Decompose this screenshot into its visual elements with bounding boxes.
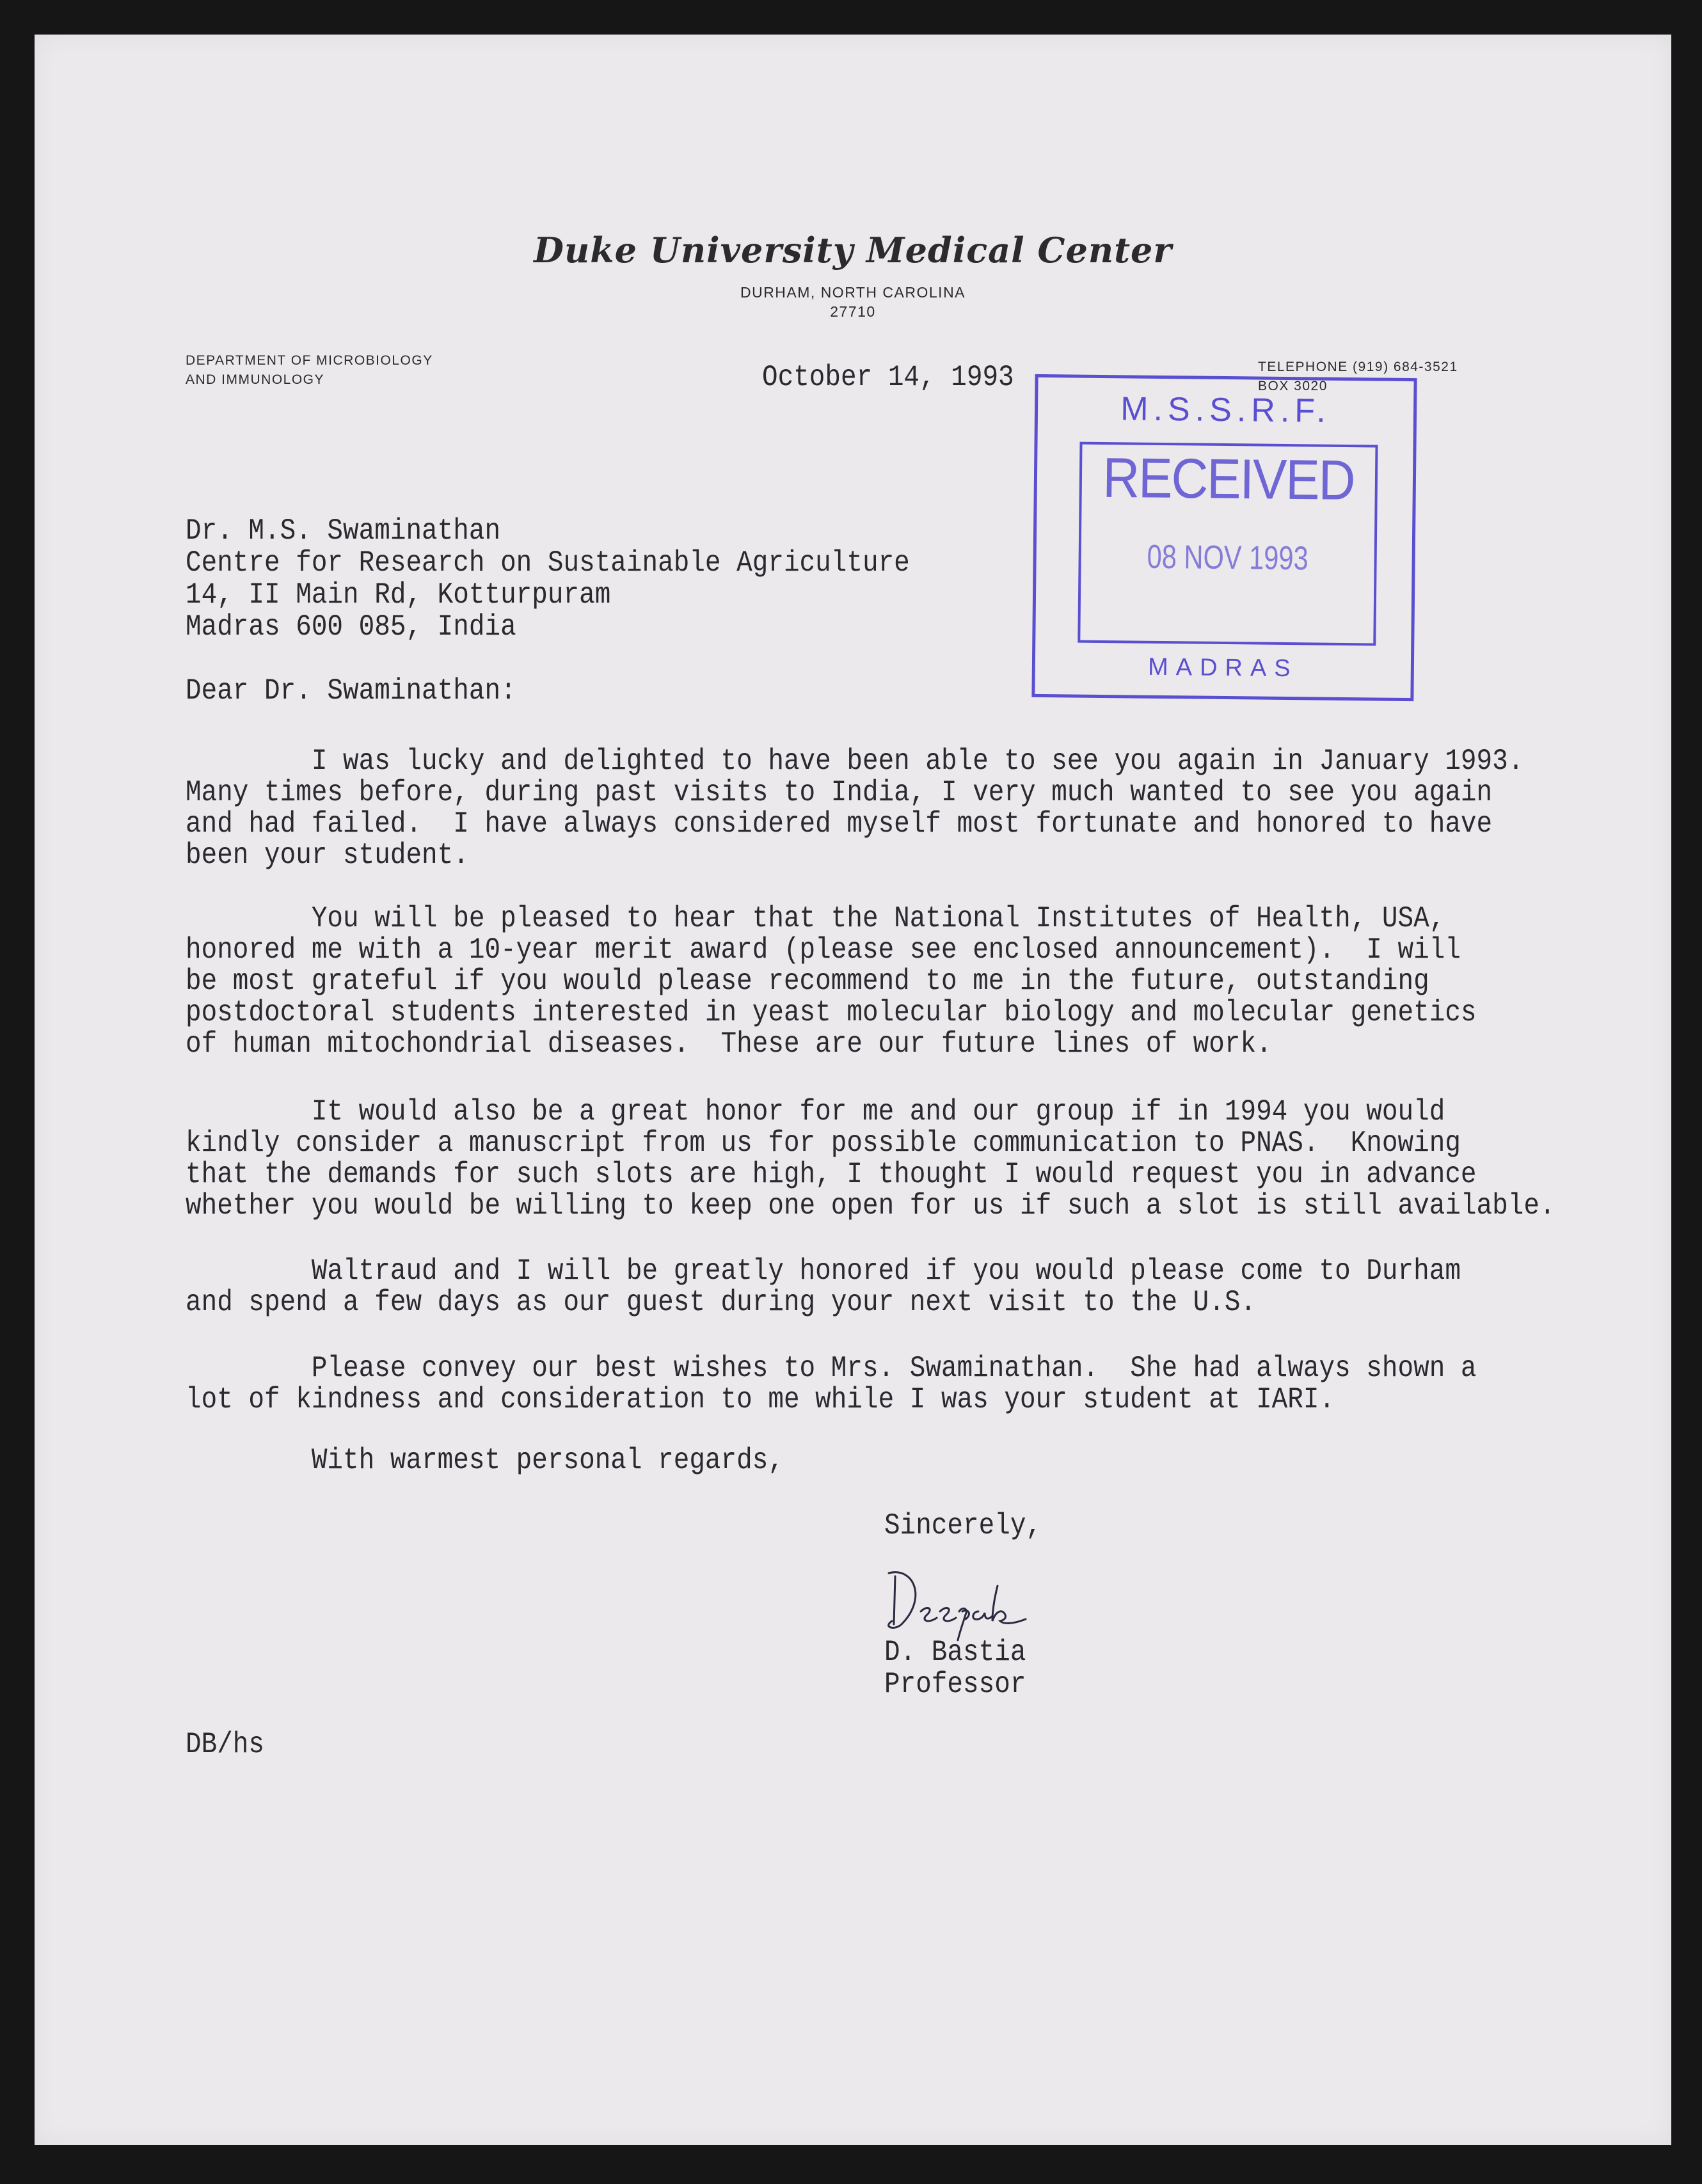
stamp-org: M.S.S.R.F. bbox=[1120, 390, 1332, 430]
paragraph-6: With warmest personal regards, bbox=[186, 1444, 784, 1478]
body-line: that the demands for such slots are high, I thought I would request you in advance bbox=[186, 1159, 1477, 1192]
typist-initials: DB/hs bbox=[186, 1729, 265, 1762]
body-line: whether you would be willing to keep one open for us if such a slot is still available. bbox=[186, 1190, 1555, 1223]
body-line: and spend a few days as our guest during your next visit to the U.S. bbox=[186, 1286, 1257, 1320]
department-line-2: AND IMMUNOLOGY bbox=[186, 372, 325, 387]
body-line: Waltraud and I will be greatly honored if you would please come to Durham bbox=[186, 1255, 1461, 1288]
box-number: BOX 3020 bbox=[1258, 379, 1328, 393]
letterhead-city: DURHAM, NORTH CAROLINA bbox=[740, 284, 966, 301]
stamp-status: RECEIVED bbox=[1102, 446, 1355, 512]
closing: Sincerely, bbox=[884, 1510, 1042, 1543]
body-line: of human mitochondrial diseases. These are our future lines of work. bbox=[186, 1028, 1272, 1061]
address-line: 14, II Main Rd, Kotturpuram bbox=[186, 579, 611, 612]
letterhead-institution: Duke University Medical Center bbox=[534, 230, 1172, 271]
letter-date: October 14, 1993 bbox=[762, 361, 1014, 395]
address-line: Centre for Research on Sustainable Agriculture bbox=[186, 547, 910, 580]
letterhead-zip: 27710 bbox=[830, 303, 876, 320]
signer-title: Professor bbox=[884, 1668, 1026, 1702]
stamp-city: MADRAS bbox=[1147, 653, 1298, 683]
telephone: TELEPHONE (919) 684-3521 bbox=[1258, 360, 1458, 374]
body-line: honored me with a 10-year merit award (please see enclosed announcement). I will bbox=[186, 934, 1461, 967]
body-line: kindly consider a manuscript from us for possible communication to PNAS. Knowing bbox=[186, 1127, 1461, 1160]
body-line: I was lucky and delighted to have been able to see you again in January 1993. bbox=[186, 745, 1524, 779]
body-line: You will be pleased to hear that the National Institutes of Health, USA, bbox=[186, 903, 1445, 936]
body-line: postdoctoral students interested in yeast molecular biology and molecular genetics bbox=[186, 997, 1477, 1030]
received-stamp bbox=[1031, 374, 1417, 701]
signature bbox=[876, 1560, 1132, 1643]
address-line: Dr. M.S. Swaminathan bbox=[186, 515, 501, 548]
body-line: It would also be a great honor for me and our group if in 1994 you would bbox=[186, 1096, 1445, 1129]
body-line: and had failed. I have always considered myself most fortunate and honored to have bbox=[186, 808, 1493, 841]
body-line: been your student. bbox=[186, 839, 469, 873]
address-line: Madras 600 085, India bbox=[186, 611, 516, 644]
signer-name: D. Bastia bbox=[884, 1636, 1026, 1670]
body-line: be most grateful if you would please recommend to me in the future, outstanding bbox=[186, 965, 1429, 999]
body-line: lot of kindness and consideration to me while I was your student at IARI. bbox=[186, 1384, 1335, 1417]
letter-page bbox=[35, 35, 1671, 2145]
body-line: Many times before, during past visits to India, I very much wanted to see you again bbox=[186, 777, 1493, 810]
salutation: Dear Dr. Swaminathan: bbox=[186, 675, 516, 708]
body-line: Please convey our best wishes to Mrs. Swaminathan. She had always shown a bbox=[186, 1352, 1477, 1386]
stamp-date: 08 NOV 1993 bbox=[1147, 538, 1309, 578]
department-line-1: DEPARTMENT OF MICROBIOLOGY bbox=[186, 353, 433, 368]
